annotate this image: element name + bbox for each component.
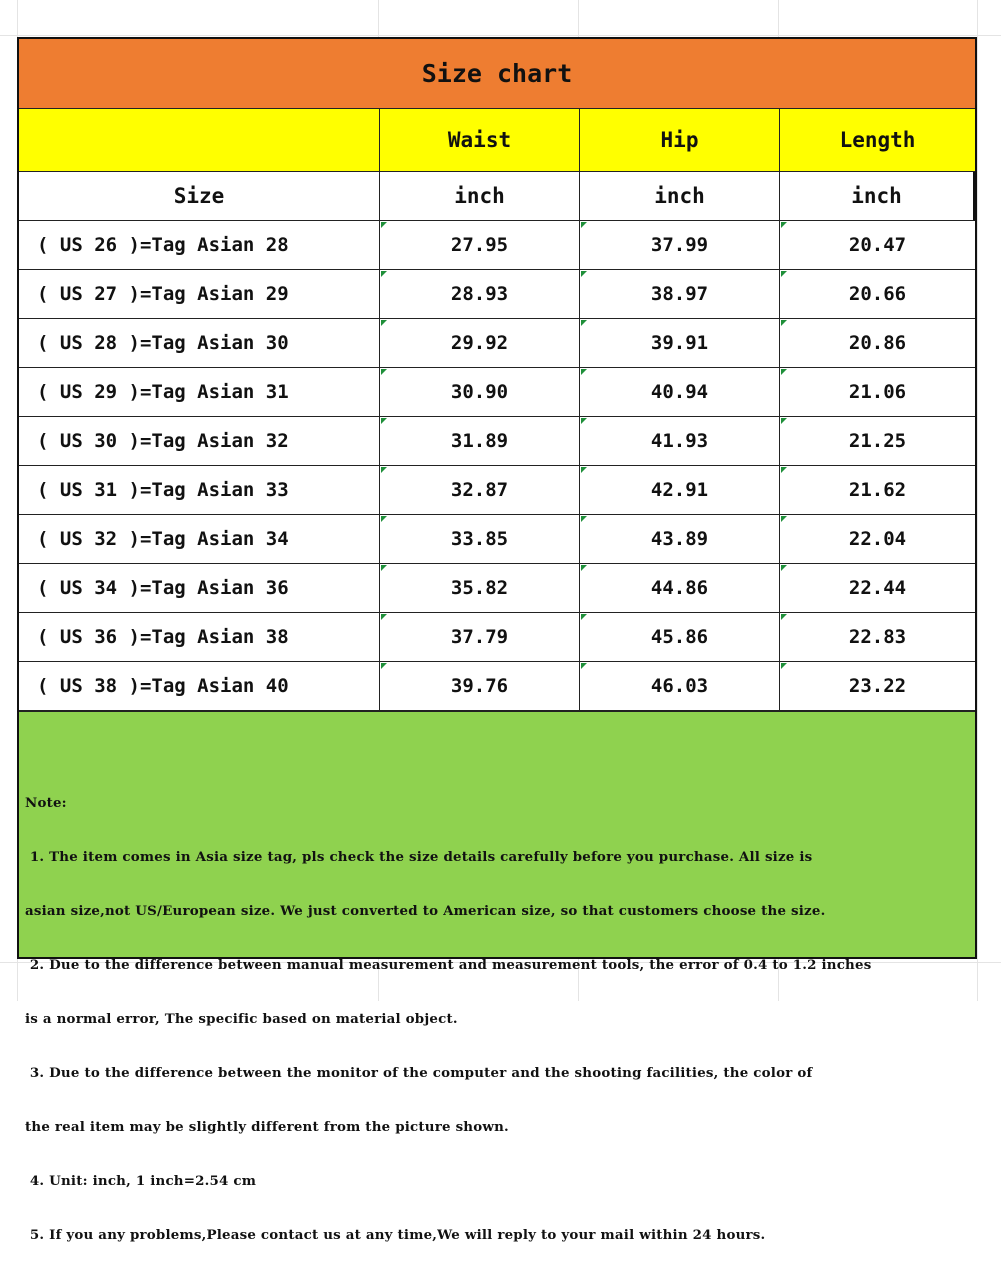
size-cell <box>19 319 380 368</box>
note-line: is a normal error, The specific based on material object. <box>25 1011 458 1027</box>
cell-marker-icon <box>781 369 787 375</box>
cell-value: 37.99 <box>650 234 709 256</box>
header-cell-size <box>19 109 380 172</box>
hip-cell <box>580 417 780 466</box>
hip-cell <box>580 319 780 368</box>
cell-marker-icon <box>581 320 587 326</box>
size-cell <box>19 270 380 319</box>
cell-marker-icon <box>381 663 387 669</box>
cell-value: 42.91 <box>650 479 709 501</box>
table-row <box>19 270 975 319</box>
hip-cell <box>580 466 780 515</box>
unit-cell-length: inch <box>780 172 975 221</box>
cell-value: ( US 26 )=Tag Asian 28 <box>37 234 289 256</box>
cell-value: 41.93 <box>650 430 709 452</box>
notes-panel <box>19 711 975 1243</box>
length-cell <box>780 319 975 368</box>
cell-marker-icon <box>581 369 587 375</box>
length-cell <box>780 270 975 319</box>
cell-value: 38.97 <box>650 283 709 305</box>
cell-marker-icon <box>381 320 387 326</box>
cell-marker-icon <box>381 516 387 522</box>
waist-cell <box>380 368 580 417</box>
table-row <box>19 613 975 662</box>
length-cell <box>780 221 975 270</box>
table-row <box>19 662 975 711</box>
cell-value: ( US 31 )=Tag Asian 33 <box>37 479 289 501</box>
length-cell <box>780 515 975 564</box>
cell-marker-icon <box>581 663 587 669</box>
size-cell <box>19 466 380 515</box>
hip-cell <box>580 515 780 564</box>
cell-marker-icon <box>781 565 787 571</box>
chart-title: Size chart <box>19 39 975 109</box>
cell-value: 39.76 <box>450 675 509 697</box>
table-row <box>19 515 975 564</box>
note-line: the real item may be slightly different from the picture shown. <box>25 1119 509 1135</box>
size-cell <box>19 564 380 613</box>
cell-marker-icon <box>781 516 787 522</box>
header-cell-waist: Waist <box>380 109 580 172</box>
hip-cell <box>580 270 780 319</box>
waist-cell <box>380 613 580 662</box>
cell-value: 27.95 <box>450 234 509 256</box>
cell-value: ( US 29 )=Tag Asian 31 <box>37 381 289 403</box>
cell-value: 44.86 <box>650 577 709 599</box>
cell-value: 43.89 <box>650 528 709 550</box>
hip-cell <box>580 221 780 270</box>
hip-cell <box>580 564 780 613</box>
cell-value: ( US 30 )=Tag Asian 32 <box>37 430 289 452</box>
cell-marker-icon <box>381 271 387 277</box>
note-line: Note: <box>25 795 67 811</box>
note-line: 5. If you any problems,Please contact us at any time,We will reply to your mail within 24 hours. <box>25 1227 766 1243</box>
size-cell <box>19 515 380 564</box>
note-line: 4. Unit: inch, 1 inch=2.54 cm <box>25 1173 257 1189</box>
cell-marker-icon <box>781 663 787 669</box>
cell-value: ( US 27 )=Tag Asian 29 <box>37 283 289 305</box>
table-row <box>19 221 975 270</box>
cell-marker-icon <box>781 271 787 277</box>
cell-value: 21.25 <box>848 430 907 452</box>
waist-cell <box>380 662 580 711</box>
cell-marker-icon <box>781 222 787 228</box>
cell-value: 39.91 <box>650 332 709 354</box>
size-cell <box>19 368 380 417</box>
hip-cell <box>580 662 780 711</box>
table-row <box>19 466 975 515</box>
cell-value: ( US 36 )=Tag Asian 38 <box>37 626 289 648</box>
cell-marker-icon <box>581 271 587 277</box>
cell-value: 21.06 <box>848 381 907 403</box>
note-line: 3. Due to the difference between the monitor of the computer and the shooting facilities, the color of <box>25 1065 813 1081</box>
table-row <box>19 368 975 417</box>
cell-marker-icon <box>381 467 387 473</box>
unit-cell-hip: inch <box>580 172 780 221</box>
cell-value: 28.93 <box>450 283 509 305</box>
cell-marker-icon <box>581 565 587 571</box>
table-row <box>19 417 975 466</box>
size-cell <box>19 613 380 662</box>
cell-value: 37.79 <box>450 626 509 648</box>
cell-value: ( US 28 )=Tag Asian 30 <box>37 332 289 354</box>
cell-marker-icon <box>781 614 787 620</box>
cell-marker-icon <box>581 418 587 424</box>
table-row <box>19 319 975 368</box>
waist-cell <box>380 270 580 319</box>
cell-value: 46.03 <box>650 675 709 697</box>
cell-marker-icon <box>381 614 387 620</box>
header-cell-length: Length <box>780 109 975 172</box>
cell-value: 30.90 <box>450 381 509 403</box>
cell-value: 29.92 <box>450 332 509 354</box>
cell-marker-icon <box>581 614 587 620</box>
hip-cell <box>580 368 780 417</box>
cell-marker-icon <box>781 320 787 326</box>
unit-cell-size: Size <box>19 172 380 221</box>
cell-marker-icon <box>381 418 387 424</box>
waist-cell <box>380 417 580 466</box>
cell-value: 22.44 <box>848 577 907 599</box>
cell-value: ( US 38 )=Tag Asian 40 <box>37 675 289 697</box>
unit-cell-waist: inch <box>380 172 580 221</box>
waist-cell <box>380 221 580 270</box>
cell-marker-icon <box>781 418 787 424</box>
cell-value: 21.62 <box>848 479 907 501</box>
sheet-gridline <box>0 35 1001 36</box>
table-row <box>19 564 975 613</box>
hip-cell <box>580 613 780 662</box>
unit-row <box>19 172 975 221</box>
cell-marker-icon <box>381 369 387 375</box>
cell-marker-icon <box>581 516 587 522</box>
cell-value: 35.82 <box>450 577 509 599</box>
length-cell <box>780 417 975 466</box>
note-line: asian size,not US/European size. We just converted to American size, so that customers choose the size. <box>25 903 826 919</box>
cell-value: 22.83 <box>848 626 907 648</box>
note-line: 2. Due to the difference between manual measurement and measurement tools, the error of 0.4 to 1.2 inches <box>25 957 872 973</box>
cell-value: 22.04 <box>848 528 907 550</box>
size-cell <box>19 662 380 711</box>
cell-value: 23.22 <box>848 675 907 697</box>
cell-marker-icon <box>581 467 587 473</box>
cell-marker-icon <box>381 222 387 228</box>
length-cell <box>780 466 975 515</box>
waist-cell <box>380 466 580 515</box>
header-row <box>19 109 975 172</box>
length-cell <box>780 613 975 662</box>
waist-cell <box>380 515 580 564</box>
cell-value: ( US 34 )=Tag Asian 36 <box>37 577 289 599</box>
length-cell <box>780 662 975 711</box>
waist-cell <box>380 564 580 613</box>
cell-value: 40.94 <box>650 381 709 403</box>
cell-value: 32.87 <box>450 479 509 501</box>
size-cell <box>19 417 380 466</box>
size-cell <box>19 221 380 270</box>
cell-value: ( US 32 )=Tag Asian 34 <box>37 528 289 550</box>
size-chart-table <box>17 37 977 1243</box>
cell-value: 31.89 <box>450 430 509 452</box>
cell-value: 20.86 <box>848 332 907 354</box>
waist-cell <box>380 319 580 368</box>
cell-value: 33.85 <box>450 528 509 550</box>
cell-value: 20.66 <box>848 283 907 305</box>
cell-value: 20.47 <box>848 234 907 256</box>
cell-marker-icon <box>781 467 787 473</box>
note-line: 1. The item comes in Asia size tag, pls check the size details carefully before you purchase. All size is <box>25 849 813 865</box>
length-cell <box>780 564 975 613</box>
cell-marker-icon <box>581 222 587 228</box>
sheet-gridline <box>977 0 978 1001</box>
cell-marker-icon <box>381 565 387 571</box>
cell-value: 45.86 <box>650 626 709 648</box>
length-cell <box>780 368 975 417</box>
header-cell-hip: Hip <box>580 109 780 172</box>
